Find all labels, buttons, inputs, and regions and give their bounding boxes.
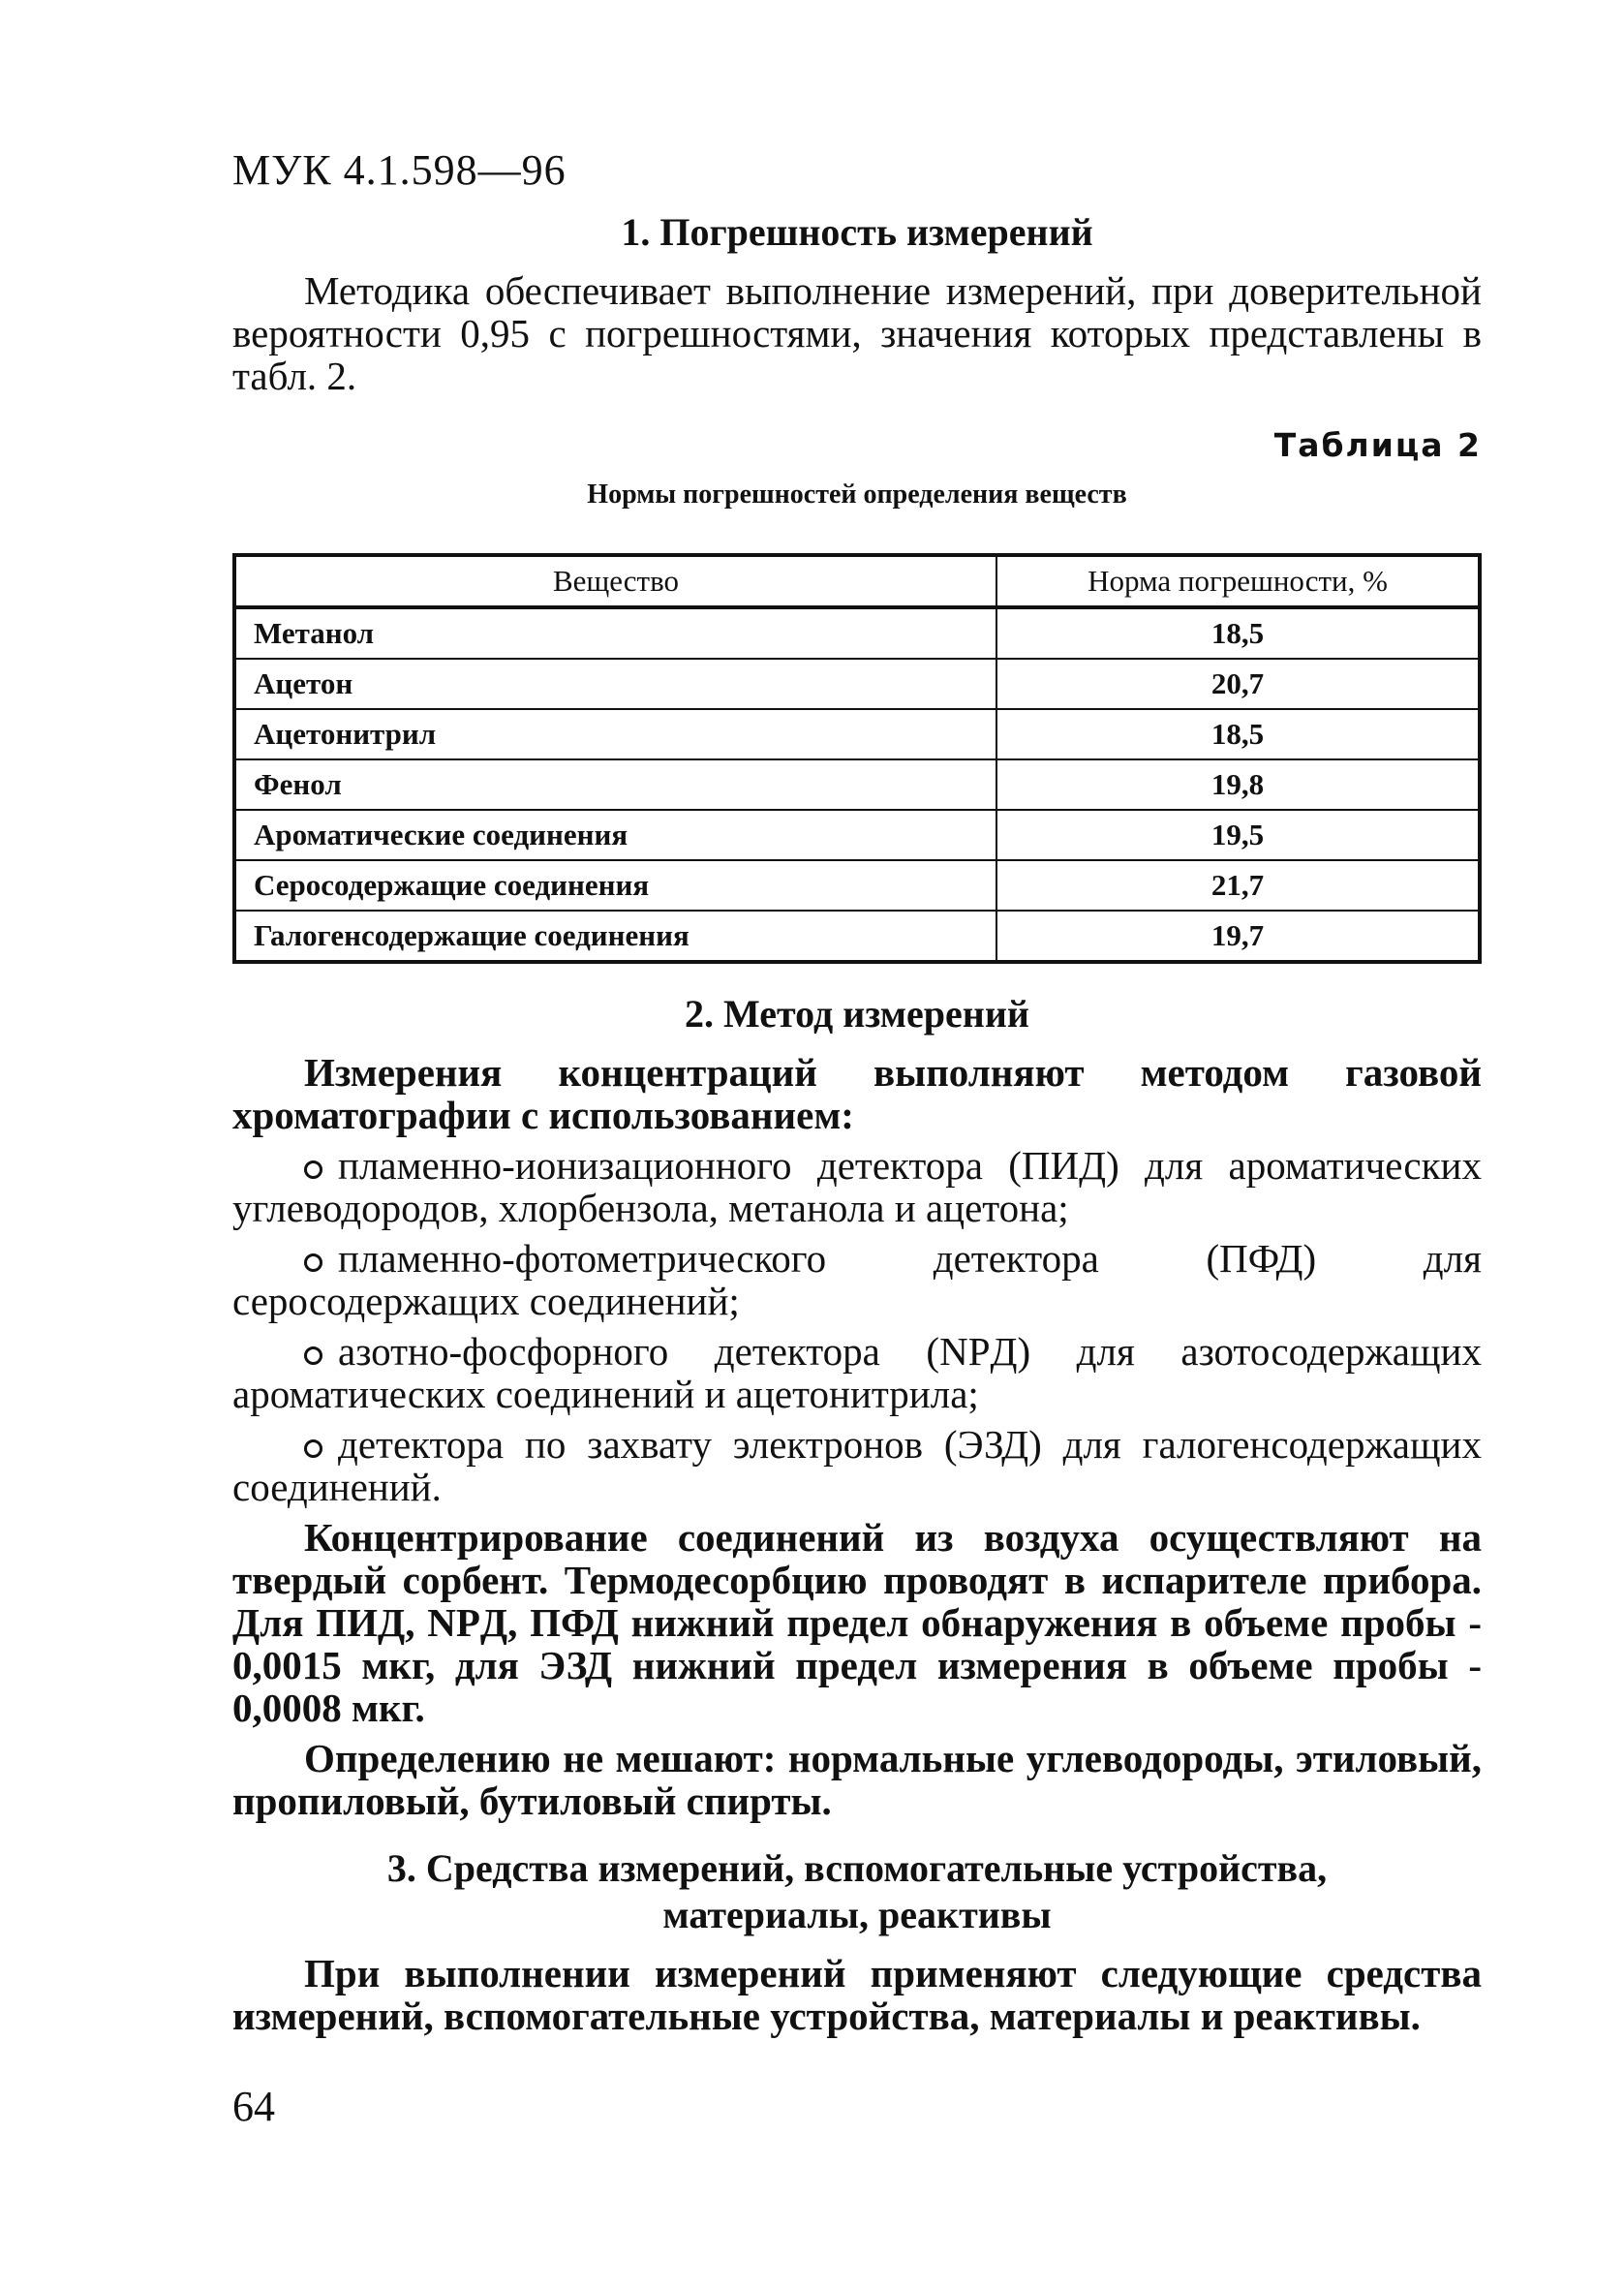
norm-value: 19,7 bbox=[996, 911, 1480, 962]
list-item bbox=[232, 1237, 1482, 1322]
substance-name: Ароматические соединения bbox=[234, 810, 996, 860]
table-title: Нормы погрешностей определения веществ bbox=[587, 479, 1127, 510]
norm-value: 18,5 bbox=[996, 709, 1480, 759]
section-3-title-line-2: материалы, реактивы bbox=[662, 1893, 1052, 1936]
substance-name: Метанол bbox=[234, 607, 996, 659]
table-header-row bbox=[234, 555, 1480, 607]
table-label: Таблица 2 bbox=[1273, 426, 1482, 464]
section-2-title: 2. Метод измерений bbox=[685, 992, 1029, 1036]
norm-value: 20,7 bbox=[996, 659, 1480, 709]
list-item-text: азотно-фосфорного детектора (NPД) для азотосодержащих ароматических соединений и ацетонитрила; bbox=[232, 1329, 1482, 1416]
page-number: 64 bbox=[232, 2083, 275, 2130]
table-row bbox=[234, 759, 1480, 810]
section-1-title: 1. Погрешность измерений bbox=[621, 210, 1093, 254]
section-1-text: Методика обеспечивает выполнение измерений, при доверительной вероятности 0,95 с погрешностями, значения которых представлены в табл. 2. bbox=[232, 268, 1482, 398]
column-header-substance: Вещество bbox=[234, 555, 996, 607]
section-2-para-1: Концентрирование соединений из воздуха осуществляют на твердый сорбент. Термодесорбцию проводят в испарителе прибора. Для ПИД, NPД, ПФД нижний предел обнаружения в объеме пробы - 0,0015 мкг, для ЭЗД нижний предел измерения в объеме пробы - 0,0008 мкг. bbox=[232, 1515, 1482, 1730]
table-row bbox=[234, 810, 1480, 860]
norm-value: 21,7 bbox=[996, 860, 1480, 911]
table-row bbox=[234, 911, 1480, 962]
list-item bbox=[232, 1144, 1482, 1229]
column-header-norm: Норма погрешности, % bbox=[996, 555, 1480, 607]
list-item-text: детектора по захвату электронов (ЭЗД) для галогенсодержащих соединений. bbox=[232, 1422, 1482, 1509]
document-code: МУК 4.1.598—96 bbox=[232, 146, 567, 194]
substance-name: Серосодержащие соединения bbox=[234, 860, 996, 911]
detector-list bbox=[232, 1144, 1482, 1508]
norm-value: 19,8 bbox=[996, 759, 1480, 810]
substance-name: Ацетонитрил bbox=[234, 709, 996, 759]
list-item bbox=[232, 1423, 1482, 1508]
bullet-circle-icon bbox=[304, 1346, 322, 1365]
table-row bbox=[234, 860, 1480, 911]
bullet-circle-icon bbox=[304, 1160, 322, 1179]
substance-name: Фенол bbox=[234, 759, 996, 810]
bullet-circle-icon bbox=[304, 1253, 322, 1272]
table-row bbox=[234, 659, 1480, 709]
list-item-text: пламенно-фотометрического детектора (ПФД) для серосодержащих соединений; bbox=[232, 1236, 1482, 1323]
norm-value: 18,5 bbox=[996, 607, 1480, 659]
section-3-title-line-1: 3. Средства измерений, вспомогательные устройства, bbox=[386, 1846, 1328, 1890]
document-page bbox=[232, 145, 1482, 2131]
section-2-intro: Измерения концентраций выполняют методом газовой хроматографии с использованием: bbox=[232, 1050, 1482, 1137]
norms-table bbox=[232, 553, 1482, 964]
list-item bbox=[232, 1330, 1482, 1415]
section-3-text: При выполнении измерений применяют следующие средства измерений, вспомогательные устройства, материалы и реактивы. bbox=[232, 1951, 1482, 2038]
norm-value: 19,5 bbox=[996, 810, 1480, 860]
list-item-text: пламенно-ионизационного детектора (ПИД) для ароматических углеводородов, хлорбензола, метанола и ацетона; bbox=[232, 1143, 1482, 1230]
bullet-circle-icon bbox=[304, 1439, 322, 1458]
section-2-para-2: Определению не мешают: нормальные углеводороды, этиловый, пропиловый, бутиловый спирты. bbox=[232, 1736, 1482, 1823]
substance-name: Ацетон bbox=[234, 659, 996, 709]
table-row bbox=[234, 607, 1480, 659]
substance-name: Галогенсодержащие соединения bbox=[234, 911, 996, 962]
table-row bbox=[234, 709, 1480, 759]
